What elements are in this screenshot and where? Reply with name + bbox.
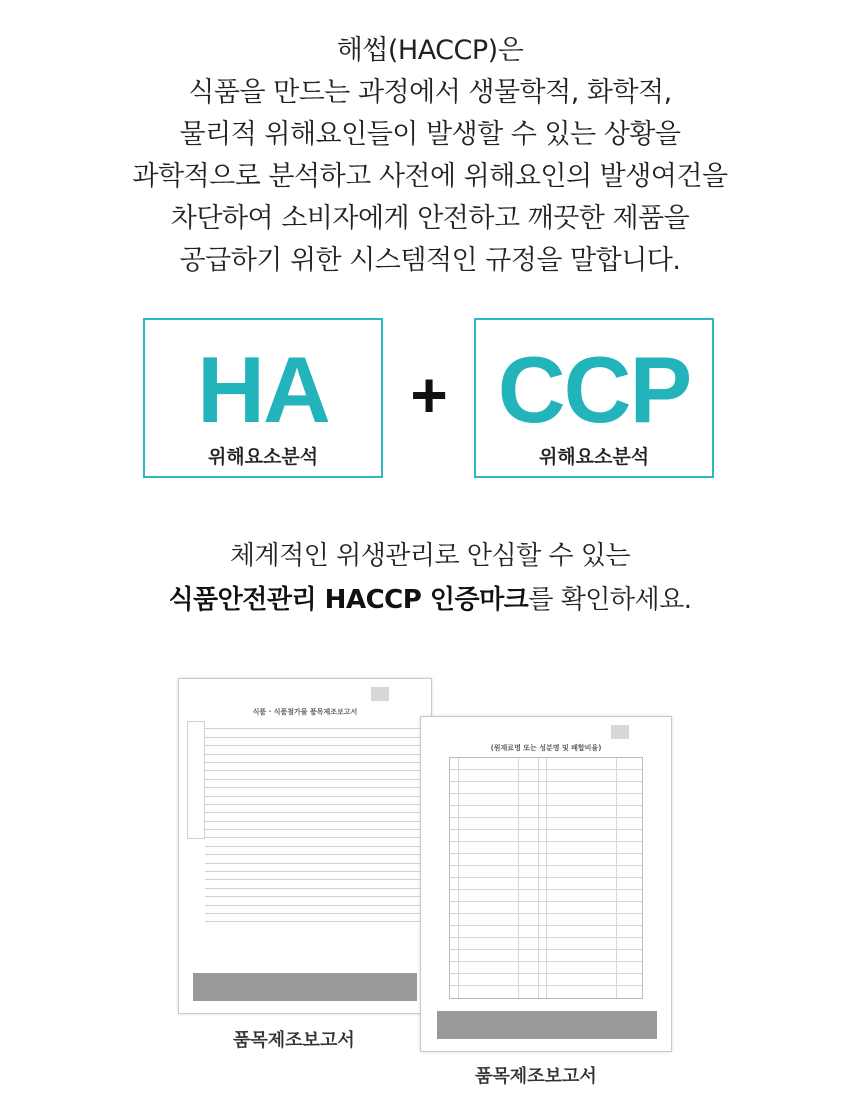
ingredient-table: [449, 757, 643, 999]
ccp-label: 위해요소분석: [538, 446, 650, 468]
intro-line: 차단하여 소비자에게 안전하고 깨끗한 제품을: [170, 203, 690, 234]
ha-box: [143, 318, 383, 478]
document-title: 식품 · 식품첨가물 품목제조보고서: [252, 708, 358, 716]
certification-tail: 를 확인하세요.: [528, 585, 692, 615]
certification-line1: 체계적인 위생관리로 안심할 수 있는: [229, 541, 631, 571]
ccp-abbreviation: CCP: [497, 337, 691, 442]
haccp-description: [0, 30, 860, 282]
certification-message: [0, 534, 860, 622]
intro-line: 공급하기 위한 시스템적인 규정을 말합니다.: [179, 245, 681, 276]
blurred-seal-strip: [437, 1011, 657, 1039]
intro-line: 식품을 만드는 과정에서 생물학적, 화학적,: [188, 77, 672, 108]
ccp-box: [474, 318, 714, 478]
certification-mark-name: 식품안전관리 HACCP 인증마크: [168, 585, 529, 615]
intro-line: 물리적 위해요인들이 발생할 수 있는 상황을: [179, 119, 681, 150]
stamp-image: [371, 687, 389, 701]
form-label-column: [187, 721, 205, 839]
ha-label: 위해요소분석: [207, 446, 319, 468]
plus-sign: +: [410, 359, 448, 431]
stamp-image: [611, 725, 629, 739]
manufacturing-report-document: [178, 678, 432, 1014]
ingredient-ratio-document: [420, 716, 672, 1052]
blurred-seal-strip: [193, 973, 417, 1001]
form-rows: [205, 721, 423, 922]
certification-line2: [0, 578, 860, 622]
intro-line: 과학적으로 분석하고 사전에 위해요인의 발생여건을: [132, 161, 728, 192]
document-caption: 품목제조보고서: [475, 1066, 597, 1087]
intro-line: 해썹(HACCP)은: [336, 35, 524, 66]
ha-abbreviation: HA: [197, 337, 329, 442]
document-caption: 품목제조보고서: [233, 1030, 355, 1051]
document-title: (원재료명 또는 성분명 및 배합비율): [490, 744, 602, 752]
